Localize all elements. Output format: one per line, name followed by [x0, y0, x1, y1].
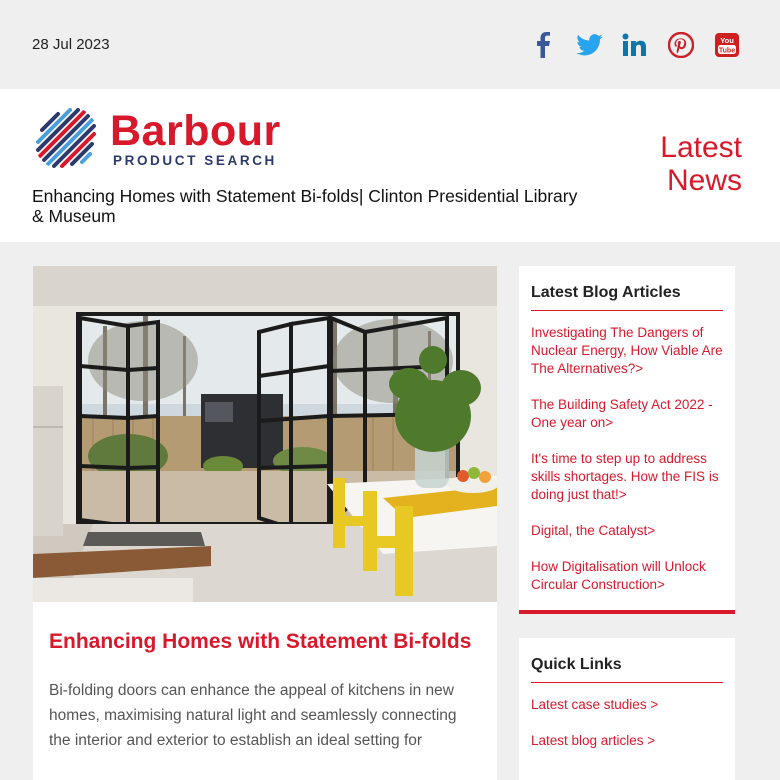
logo-wordmark: Barbour [110, 106, 281, 155]
blog-article-link[interactable]: Digital, the Catalyst> [531, 523, 656, 538]
email-header [0, 89, 780, 242]
blog-article-link[interactable]: The Building Safety Act 2022 - One year on> [531, 397, 713, 430]
quick-links-list [531, 696, 723, 750]
logo-stripes-icon [32, 104, 100, 172]
latest-news-line-2: News [666, 164, 742, 197]
logo-tagline: PRODUCT SEARCH [113, 152, 277, 168]
twitter-icon [576, 34, 603, 56]
blog-article-link[interactable]: It's time to step up to address skills shortages. How the FIS is doing just that!> [531, 451, 719, 502]
linkedin-icon [622, 33, 648, 57]
pinterest-icon [668, 32, 694, 58]
quick-link[interactable]: Latest case studies > [531, 697, 659, 712]
quick-link[interactable]: Latest blog articles > [531, 733, 656, 748]
panel-divider [519, 610, 735, 614]
quick-links-panel [519, 638, 735, 780]
latest-news-heading [660, 131, 742, 197]
linkedin-link[interactable] [620, 30, 650, 60]
article-title-link[interactable]: Enhancing Homes with Statement Bi-folds [49, 630, 472, 653]
blog-articles-panel [519, 266, 735, 610]
blog-list [531, 324, 723, 594]
article-summary: Bi-folding doors can enhance the appeal of kitchens in new homes, maximising natural light and seamlessly connecting the interior and exterior to establish an ideal setting for [49, 682, 457, 749]
top-bar [0, 0, 780, 89]
bifold-doors-photo[interactable] [33, 266, 497, 602]
barbour-logo[interactable] [32, 99, 748, 177]
quick-links-title: Quick Links [531, 656, 723, 683]
newsletter-subject: Enhancing Homes with Statement Bi-folds| Clinton Presidential Library & Museum [32, 186, 578, 226]
main-content [0, 242, 780, 780]
svg-text:Tube: Tube [718, 47, 736, 54]
feature-article [33, 266, 497, 780]
blog-panel-title: Latest Blog Articles [531, 284, 723, 311]
svg-text:You: You [720, 35, 734, 45]
social-links [528, 30, 742, 60]
blog-article-link[interactable]: How Digitalisation will Unlock Circular Construction> [531, 559, 706, 592]
blog-article-link[interactable]: Investigating The Dangers of Nuclear Energy, How Viable Are The Alternatives?> [531, 325, 723, 376]
facebook-icon [535, 32, 551, 58]
youtube-link[interactable] [712, 30, 742, 60]
pinterest-link[interactable] [666, 30, 696, 60]
issue-date: 28 Jul 2023 [32, 36, 110, 53]
twitter-link[interactable] [574, 30, 604, 60]
latest-news-line-1: Latest [660, 131, 742, 164]
youtube-icon [714, 32, 740, 58]
facebook-link[interactable] [528, 30, 558, 60]
sidebar [519, 266, 735, 780]
